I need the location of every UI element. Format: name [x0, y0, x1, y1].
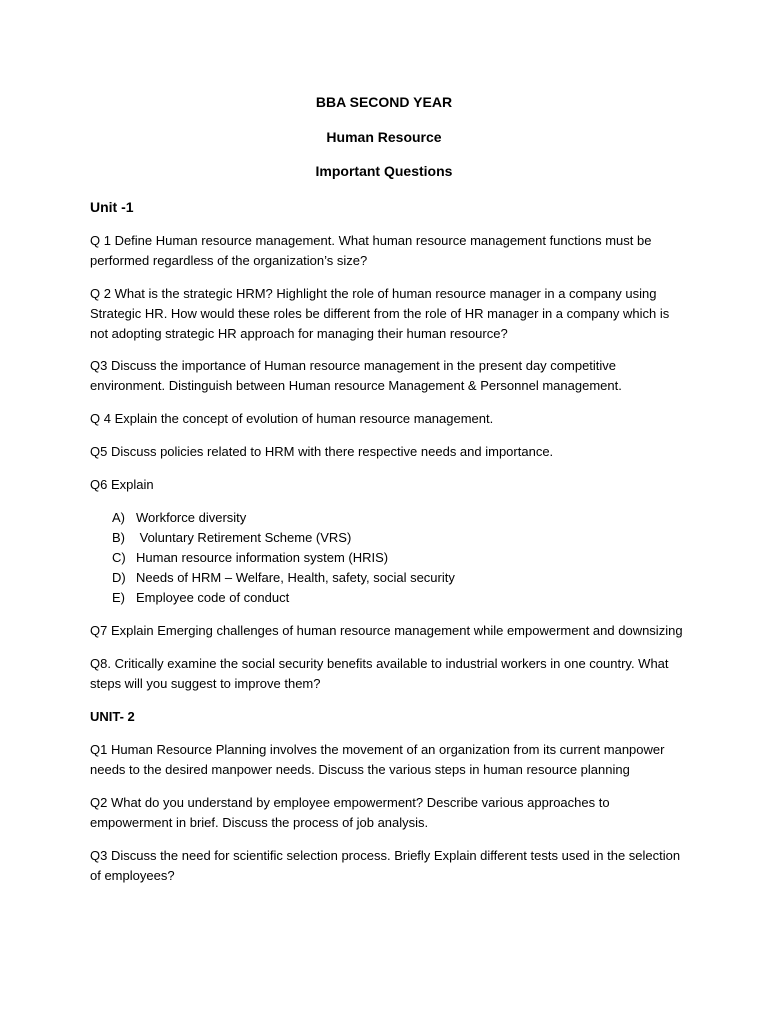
list-item: E) Employee code of conduct: [112, 590, 290, 605]
unit-1-question-1: Q 1 Define Human resource management. What human resource management functions must be performed regardless of the organization’s size?: [90, 233, 652, 268]
unit-1-question-5: Q5 Discuss policies related to HRM with there respective needs and importance.: [90, 444, 554, 459]
unit-2-question-2: Q2 What do you understand by employee empowerment? Describe various approaches to empowerment in brief. Discuss the process of job analysis.: [90, 795, 610, 830]
list-item: C) Human resource information system (HRIS): [112, 550, 389, 565]
unit-2-heading: UNIT- 2: [90, 709, 135, 724]
unit-2-question-3: Q3 Discuss the need for scientific selection process. Briefly Explain different tests used in the selection of employees?: [90, 848, 681, 883]
unit-2-question-1: Q1 Human Resource Planning involves the movement of an organization from its current manpower needs to the desired manpower needs. Discuss the various steps in human resource planning: [90, 742, 665, 777]
unit-1-question-7: Q7 Explain Emerging challenges of human resource management while empowerment and downsizing: [90, 623, 683, 638]
unit-1-question-8: Q8. Critically examine the social security benefits available to industrial workers in one country. What steps will you suggest to improve them?: [90, 656, 669, 691]
list-item: D) Needs of HRM – Welfare, Health, safety, social security: [112, 570, 455, 585]
list-item: B) Voluntary Retirement Scheme (VRS): [112, 530, 352, 545]
unit-1-heading: Unit -1: [90, 199, 134, 215]
list-item: A) Workforce diversity: [112, 510, 247, 525]
unit-1-question-2: Q 2 What is the strategic HRM? Highlight the role of human resource manager in a company using Strategic HR. How would these roles be different from the role of HR manager in a company which is not adopting strategic HR approach for managing their human resource?: [90, 286, 670, 341]
question-6-options: [112, 508, 672, 608]
unit-1-question-4: Q 4 Explain the concept of evolution of human resource management.: [90, 411, 494, 426]
unit-1-question-6: Q6 Explain: [90, 477, 154, 492]
course-title: BBA SECOND YEAR: [315, 94, 453, 110]
unit-1-question-3: Q3 Discuss the importance of Human resource management in the present day competitive environment. Distinguish between Human resource Management & Personnel management.: [90, 358, 622, 393]
document-title: Important Questions: [315, 163, 453, 179]
subject-title: Human Resource: [326, 129, 442, 145]
